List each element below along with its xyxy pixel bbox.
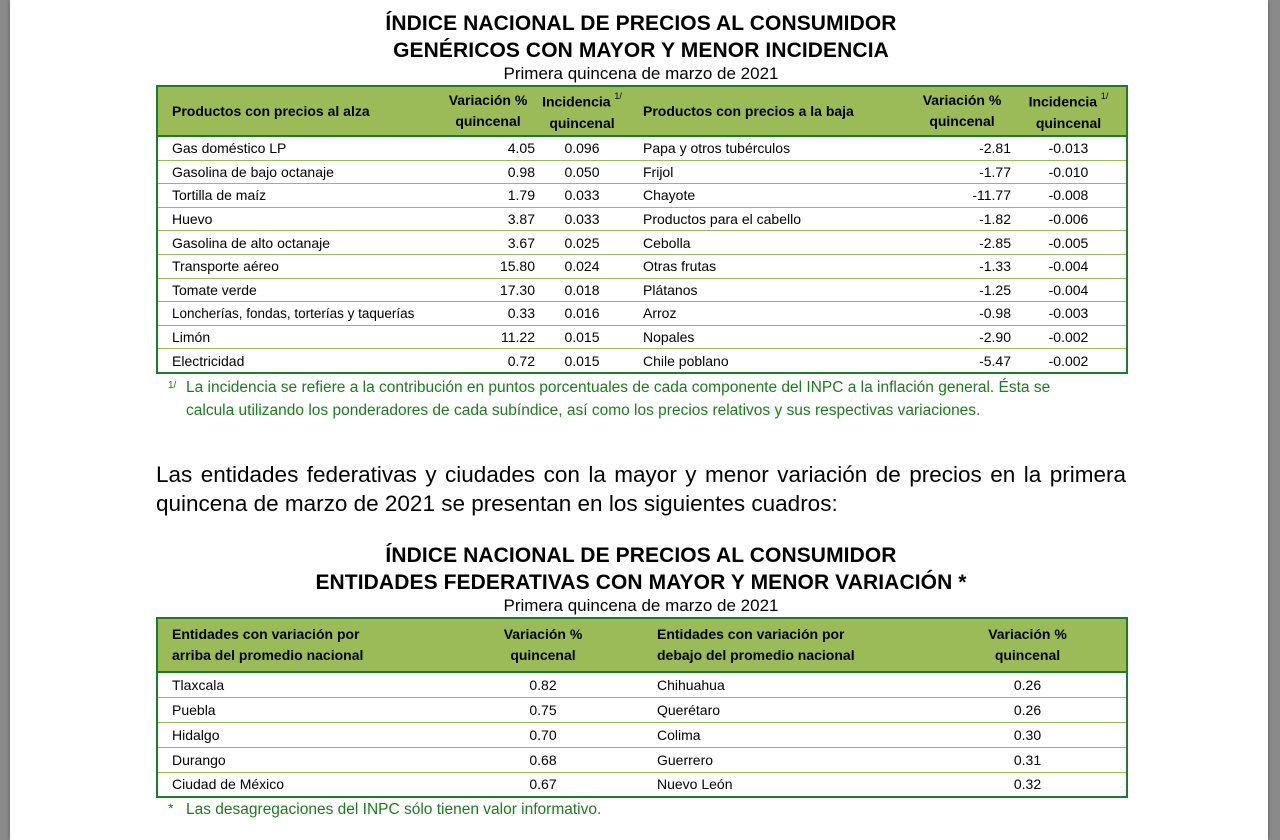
below-variation: 0.31 [929,747,1127,772]
table-row [157,302,1127,326]
header-down-products: Productos con precios a la baja [629,86,913,136]
table1-title-line2: GENÉRICOS CON MAYOR Y MENOR INCIDENCIA [393,39,889,62]
table2-section [156,542,1126,821]
table-row [157,207,1127,231]
up-incidence: 0.033 [535,184,629,208]
table2-footnote [156,798,1126,821]
below-variation: 0.26 [929,697,1127,722]
table2-subtitle: Primera quincena de marzo de 2021 [503,596,779,615]
header-below: Entidades con variación por debajo del promedio nacional [643,618,929,672]
table-row [157,772,1127,797]
table-row [157,325,1127,349]
up-incidence: 0.025 [535,231,629,255]
below-entity: Colima [643,722,929,747]
up-product: Gas doméstico LP [157,136,441,160]
document-page [10,0,1268,840]
down-incidence: -0.013 [1011,136,1127,160]
down-variation: -2.81 [913,136,1011,160]
header-variation-above: Variación % quincenal [443,618,643,672]
footnote-text: Las desagregaciones del INPC sólo tienen valor informativo. [186,801,602,818]
up-product: Huevo [157,207,441,231]
up-incidence: 0.015 [564,352,600,369]
up-product: Electricidad [172,352,245,369]
up-variation: 15.80 [441,254,535,278]
up-product: Transporte aéreo [157,254,441,278]
down-product: Plátanos [629,278,913,302]
above-variation: 0.75 [443,697,643,722]
footnote-line1: La incidencia se refiere a la contribución en puntos porcentuales de cada componente del INPC a la inflación general. Ésta se [186,378,1051,396]
below-entity: Guerrero [643,747,929,772]
table2-title-line2: ENTIDADES FEDERATIVAS CON MAYOR Y MENOR VARIACIÓN * [315,571,967,594]
down-variation: -2.90 [913,325,1011,349]
up-variation: 3.87 [441,207,535,231]
down-incidence: -0.008 [1011,184,1127,208]
table1 [156,85,1128,374]
table1-footnote [156,376,1126,422]
down-variation: -1.33 [913,254,1011,278]
table1-section [156,10,1126,422]
below-entity: Chihuahua [643,672,929,697]
down-incidence: -0.004 [1011,278,1127,302]
header-variation: Variación % quincenal [441,86,535,136]
above-variation: 0.82 [443,672,643,697]
up-product: Gasolina de alto octanaje [157,231,441,255]
up-incidence: 0.050 [535,160,629,184]
table-row [157,722,1127,747]
down-variation: -2.85 [913,231,1011,255]
up-variation: 0.72 [507,352,535,369]
down-product: Otras frutas [629,254,913,278]
down-product: Productos para el cabello [629,207,913,231]
above-variation: 0.70 [443,722,643,747]
header-above: Entidades con variación por arriba del promedio nacional [157,618,443,672]
up-product: Loncherías, fondas, torterías y taquerías [157,302,441,326]
down-incidence: -0.003 [1011,302,1127,326]
footnote-mark: * [168,800,174,816]
table1-header-row [157,86,1127,136]
down-variation: -1.82 [913,207,1011,231]
up-incidence: 0.015 [535,325,629,349]
up-variation: 1.79 [441,184,535,208]
footnote-mark: 1/ [168,379,177,391]
above-entity: Puebla [157,697,443,722]
up-variation: 17.30 [441,278,535,302]
up-incidence: 0.018 [535,278,629,302]
table-row [157,672,1127,697]
header-incidence: Incidencia $^{1/}$ quincenal [535,86,629,136]
down-product: Frijol [629,160,913,184]
up-incidence: 0.033 [535,207,629,231]
down-variation: -11.77 [913,184,1011,208]
below-entity: Nuevo León [657,776,733,793]
down-variation: -0.98 [913,302,1011,326]
above-entity: Hidalgo [157,722,443,747]
down-variation: -1.77 [913,160,1011,184]
table-row [157,278,1127,302]
down-incidence: -0.002 [1011,325,1127,349]
down-incidence: -0.005 [1011,231,1127,255]
down-product: Chile poblano [643,352,729,369]
above-variation: 0.67 [529,776,557,793]
up-variation: 4.05 [441,136,535,160]
table1-subtitle: Primera quincena de marzo de 2021 [503,64,779,83]
up-product: Tortilla de maíz [157,184,441,208]
header-up-products: Productos con precios al alza [157,86,441,136]
down-incidence: -0.010 [1011,160,1127,184]
down-product: Cebolla [629,231,913,255]
down-incidence: -0.006 [1011,207,1127,231]
table-row [157,349,1127,373]
down-variation: -5.47 [979,352,1011,369]
below-variation: 0.26 [929,672,1127,697]
table-row [157,254,1127,278]
up-product: Gasolina de bajo octanaje [157,160,441,184]
table-row [157,231,1127,255]
body-paragraph: Las entidades federativas y ciudades con la mayor y menor variación de precios en la primera quincena de marzo de 2021 se presentan en los siguientes cuadros: [156,462,1126,516]
up-incidence: 0.016 [535,302,629,326]
up-variation: 11.22 [441,325,535,349]
up-variation: 0.98 [441,160,535,184]
down-incidence: -0.004 [1011,254,1127,278]
down-product: Arroz [629,302,913,326]
below-variation: 0.30 [929,722,1127,747]
up-variation: 3.67 [441,231,535,255]
footnote-line2: calcula utilizando los ponderadores de cada subíndice, así como los precios relativos y sus respectivas variaciones. [186,401,981,419]
down-incidence: -0.002 [1048,352,1089,369]
table-row [157,160,1127,184]
above-entity: Tlaxcala [157,672,443,697]
up-incidence: 0.096 [535,136,629,160]
table2-title-line1: ÍNDICE NACIONAL DE PRECIOS AL CONSUMIDOR [385,544,897,567]
up-product: Tomate verde [157,278,441,302]
up-variation: 0.33 [441,302,535,326]
table2 [156,617,1128,798]
down-product: Nopales [629,325,913,349]
up-product: Limón [157,325,441,349]
table-row [157,136,1127,160]
table1-title-line1: ÍNDICE NACIONAL DE PRECIOS AL CONSUMIDOR [385,12,897,35]
header-incidence-down: Incidencia $^{1/}$ quincenal [1011,86,1127,136]
table-row [157,184,1127,208]
up-incidence: 0.024 [535,254,629,278]
header-variation-below: Variación % quincenal [929,618,1127,672]
down-variation: -1.25 [913,278,1011,302]
above-variation: 0.68 [443,747,643,772]
header-variation-down: Variación % quincenal [913,86,1011,136]
table-row [157,747,1127,772]
below-variation: 0.32 [1013,776,1042,793]
table2-header-row [157,618,1127,672]
above-entity: Durango [157,747,443,772]
down-product: Chayote [629,184,913,208]
down-product: Papa y otros tubérculos [629,136,913,160]
table-row [157,697,1127,722]
below-entity: Querétaro [643,697,929,722]
above-entity: Ciudad de México [172,776,285,793]
